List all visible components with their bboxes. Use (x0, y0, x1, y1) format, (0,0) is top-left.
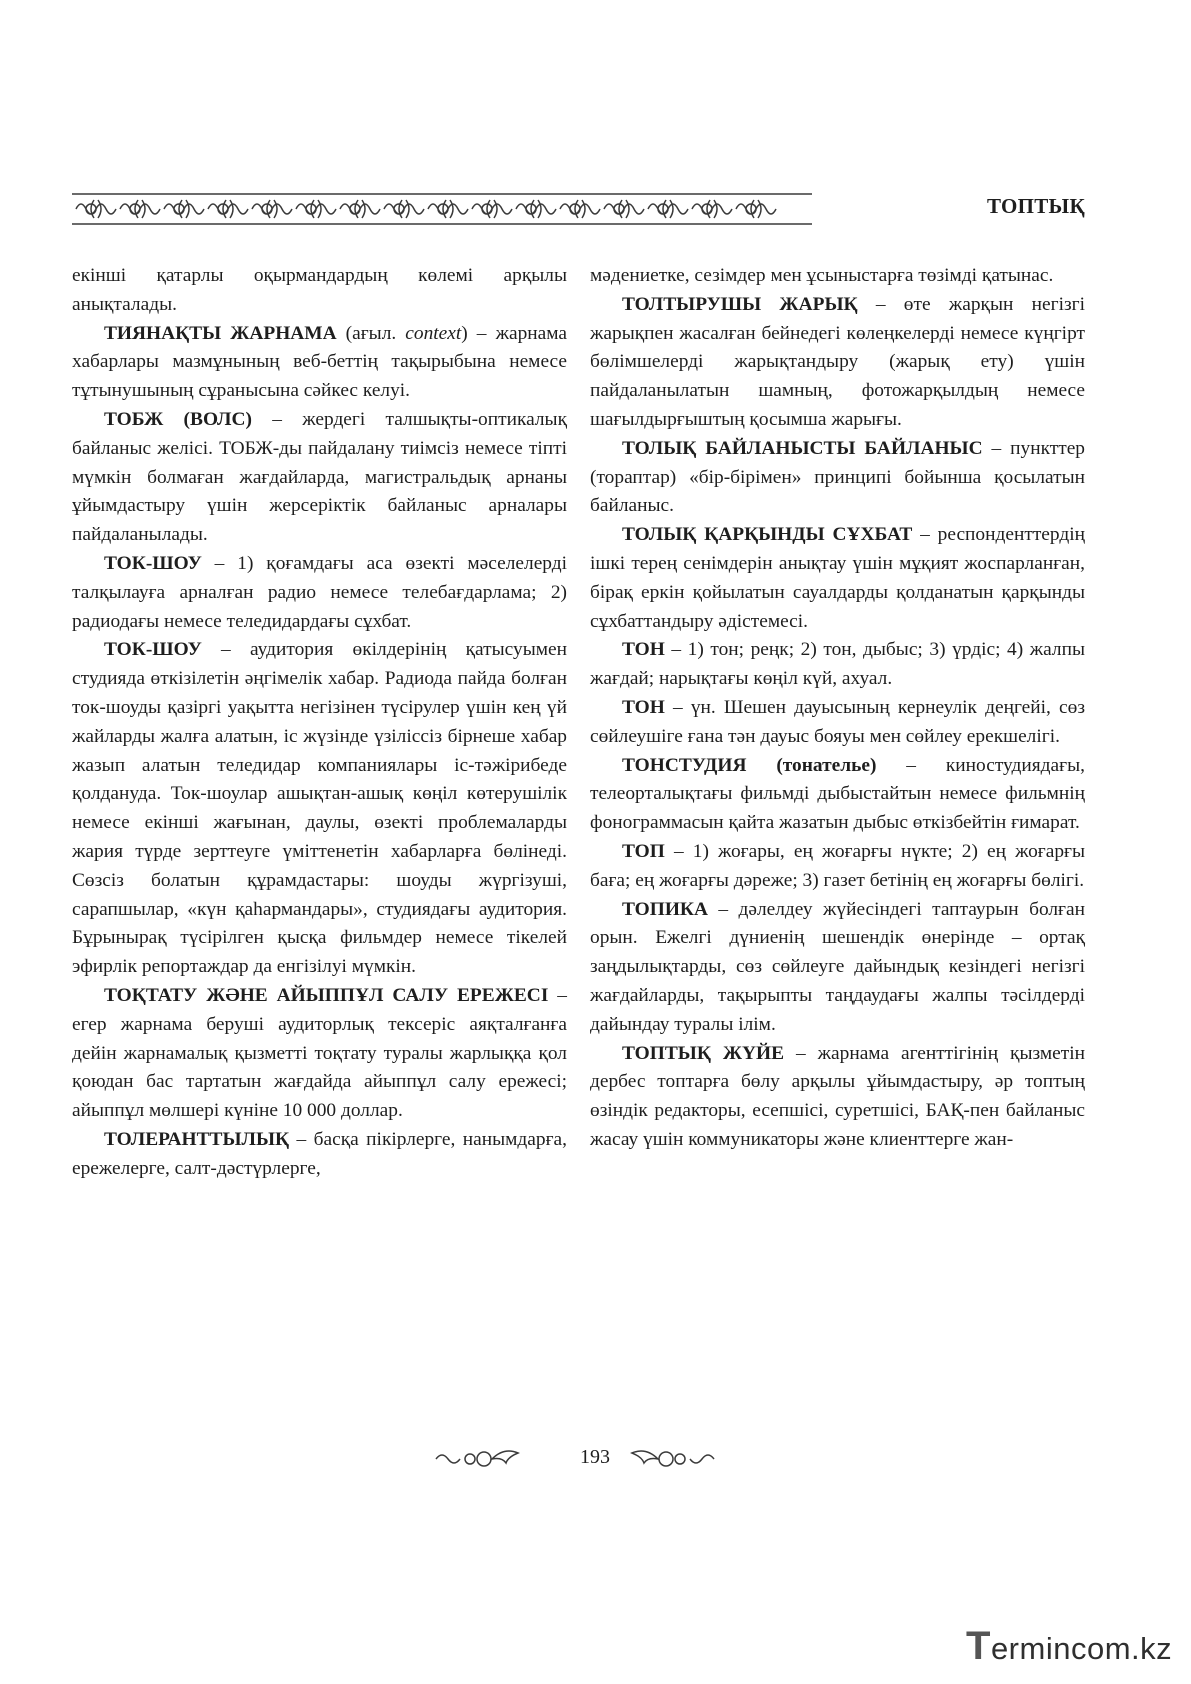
left-column (72, 262, 567, 1184)
dictionary-entry (590, 636, 1085, 694)
entry-term: ТОП (622, 840, 665, 862)
entry-term: ТОПИКА (622, 898, 708, 920)
dictionary-entry (590, 521, 1085, 636)
footer-ornament-right (628, 1446, 718, 1472)
entry-definition: – пункттер (тораптар) «бір-бірімен» принципі бойынша қосылатын байланыс. (590, 437, 1085, 517)
dictionary-entry (72, 262, 567, 320)
entry-definition: – басқа пікірлерге, нанымдарға, ережелерге, салт-дәстүрлерге, (72, 1128, 567, 1179)
entry-definition: – жарнама агенттігінің қызметін дербес топтарға бөлу арқылы ұйымдастыру, әр топтың өзіндік редакторы, есепшісі, суретшісі, БАҚ-пен байланыс жасау үшін коммуникаторы және клиенттерге жан- (590, 1042, 1085, 1150)
dictionary-entry (590, 435, 1085, 521)
entry-term: ТОЛТЫРУШЫ ЖАРЫҚ (622, 293, 858, 315)
entry-definition: – егер жарнама беруші аудиторлық тексеріс аяқталғанға дейін жарнамалық қызметті тоқтату туралы жарлыққа қол қоюдан бас тартатын жағдайда айыппұл салу ережесі; айыппұл мөлшері күніне 10 000 доллар. (72, 984, 567, 1122)
dictionary-entry (590, 896, 1085, 1040)
entry-term: ТОЛЫҚ БАЙЛАНЫСТЫ БАЙЛАНЫС (622, 437, 983, 459)
dictionary-entry (72, 320, 567, 406)
watermark-rest: ermincom.kz (990, 1631, 1173, 1666)
dictionary-entry (72, 636, 567, 982)
footer-ornament-left (432, 1446, 522, 1472)
entry-term: ТОК-ШОУ (104, 639, 202, 661)
entry-term: ТОЛЕРАНТТЫЛЫҚ (104, 1128, 290, 1150)
dictionary-entry (590, 1040, 1085, 1155)
dictionary-entry (72, 982, 567, 1126)
entry-term: ТОПТЫҚ ЖҮЙЕ (622, 1042, 785, 1064)
running-head: ТОПТЫҚ (986, 194, 1085, 218)
dictionary-entry (72, 1126, 567, 1184)
dictionary-entry (590, 752, 1085, 838)
dictionary-entry (590, 694, 1085, 752)
right-column (590, 262, 1085, 1155)
entry-term: ТОН (622, 696, 665, 718)
dictionary-entry (72, 406, 567, 550)
entry-term: ТОҚТАТУ ЖӘНЕ АЙЫППҰЛ САЛУ ЕРЕЖЕСІ (104, 984, 549, 1006)
entry-term: ТОНСТУДИЯ (тонателье) (622, 754, 877, 776)
entry-definition: – аудитория өкілдерінің қатысуымен студияда өткізілетін әңгімелік хабар. Радиода пайда болған ток-шоуды қазіргі уақытта негізінен түсірулер үшін кең үй жайларды жалға алатын, іс жүзінде үзіліссіз бірнеше хабар жазып алатын теледидар компаниялары іс-тәжірибеде қолдануда. Ток-шоулар ашықтан-ашық көңіл көтерушілік немесе екінші жағынан, даулы, өзекті проблемаларды жария түрде зерттеуге үміттенетін хабарларға бөлінеді. Сөзсіз болатын құрамдастары: шоуды жүргізуші, сарапшылар, «күн қаһармандары», студиядағы аудитория. Бұрынырақ түсірілген қысқа фильмдер немесе тікелей эфирлік репортаждар да енгізілуі мүмкін. (72, 639, 567, 978)
entry-term: ТИЯНАҚТЫ ЖАРНАМА (104, 322, 337, 344)
watermark-first-letter: T (966, 1624, 991, 1668)
dictionary-entry (72, 550, 567, 636)
site-watermark (966, 1624, 1172, 1669)
entry-definition: – респонденттердің ішкі терең сенімдерін анықтау үшін мұқият жоспарланған, бірақ еркін қойылатын сауалдарды қолданатын қарқынды сұхбаттандыру әдістемесі. (590, 524, 1085, 632)
dictionary-entry (590, 262, 1085, 291)
entry-prefix: (ағыл. (336, 322, 406, 344)
entry-definition: екінші қатарлы оқырмандардың көлемі арқылы анықталады. (72, 265, 567, 315)
entry-italic: context (405, 322, 462, 344)
header-ornament-band (72, 192, 812, 226)
entry-definition: – үн. Шешен дауысының кернеулік деңгейі, сөз сөйлеушіге ғана тән дауыс бояуы мен сөйлеу ерекшелігі. (590, 696, 1085, 747)
entry-definition: – өте жарқын негізгі жарықпен жасалған бейнедегі көлеңкелерді немесе күңгірт бөлімшелерді жарықтандыру (жарық ету) үшін пайдаланылатын шамның, фотожарқылдың немесе шағылдырғыштың қосымша жарығы. (590, 293, 1085, 430)
entry-definition: – 1) қоғамдағы аса өзекті мәселелерді талқылауға арналған радио немесе телебағдарлама; 2) радиодағы немесе теледидардағы сұхбат. (72, 552, 567, 632)
entry-definition: мәдениетке, сезімдер мен ұсыныстарға төзімді қатынас. (590, 265, 1054, 286)
page-number: 193 (580, 1446, 610, 1468)
entry-definition: – 1) жоғары, ең жоғарғы нүкте; 2) ең жоғарғы баға; ең жоғарғы дәреже; 3) газет бетінің ең жоғарғы бөлігі. (590, 840, 1085, 891)
entry-term: ТОН (622, 639, 665, 661)
dictionary-entry (590, 291, 1085, 435)
entry-definition: – дәлелдеу жүйесіндегі таптаурын болған орын. Ежелгі дүниенің шешендік өнерінде – ортақ заңдылықтарды, сөз сөйлеуге дайындық кезіндегі негізгі жағдайларды, тақырыпты таңдаудағы жалпы тәсілдерді дайындау туралы ілім. (590, 898, 1085, 1035)
entry-term: ТОК-ШОУ (104, 552, 202, 574)
entry-definition: – жердегі талшықты-оптикалық байланыс желісі. ТОБЖ-ды пайдалану тиімсіз немесе тіпті мүмкін болмаған жағдайларда, магистральдық арнаны ұйымдастыру үшін жерсеріктік байланыс арналары пайдаланылады. (72, 408, 567, 546)
entry-definition: – 1) тон; реңк; 2) тон, дыбыс; 3) үрдіс; 4) жалпы жағдай; нарықтағы көңіл күй, ахуал. (590, 639, 1085, 690)
entry-definition: ) – жарнама хабарлары мазмұнының веб-беттің тақырыбына немесе тұтынушының сұранысына сәйкес келуі. (72, 322, 567, 402)
entry-definition: – киностудиядағы, телеорталықтағы фильмді дыбыстайтын немесе фильмнің фонограммасын қайта жазатын дыбыс өткізбейтін ғимарат. (590, 754, 1085, 834)
entry-term: ТОБЖ (ВОЛС) (104, 408, 252, 430)
dictionary-entry (590, 838, 1085, 896)
entry-term: ТОЛЫҚ ҚАРҚЫНДЫ СҰХБАТ (622, 524, 913, 546)
